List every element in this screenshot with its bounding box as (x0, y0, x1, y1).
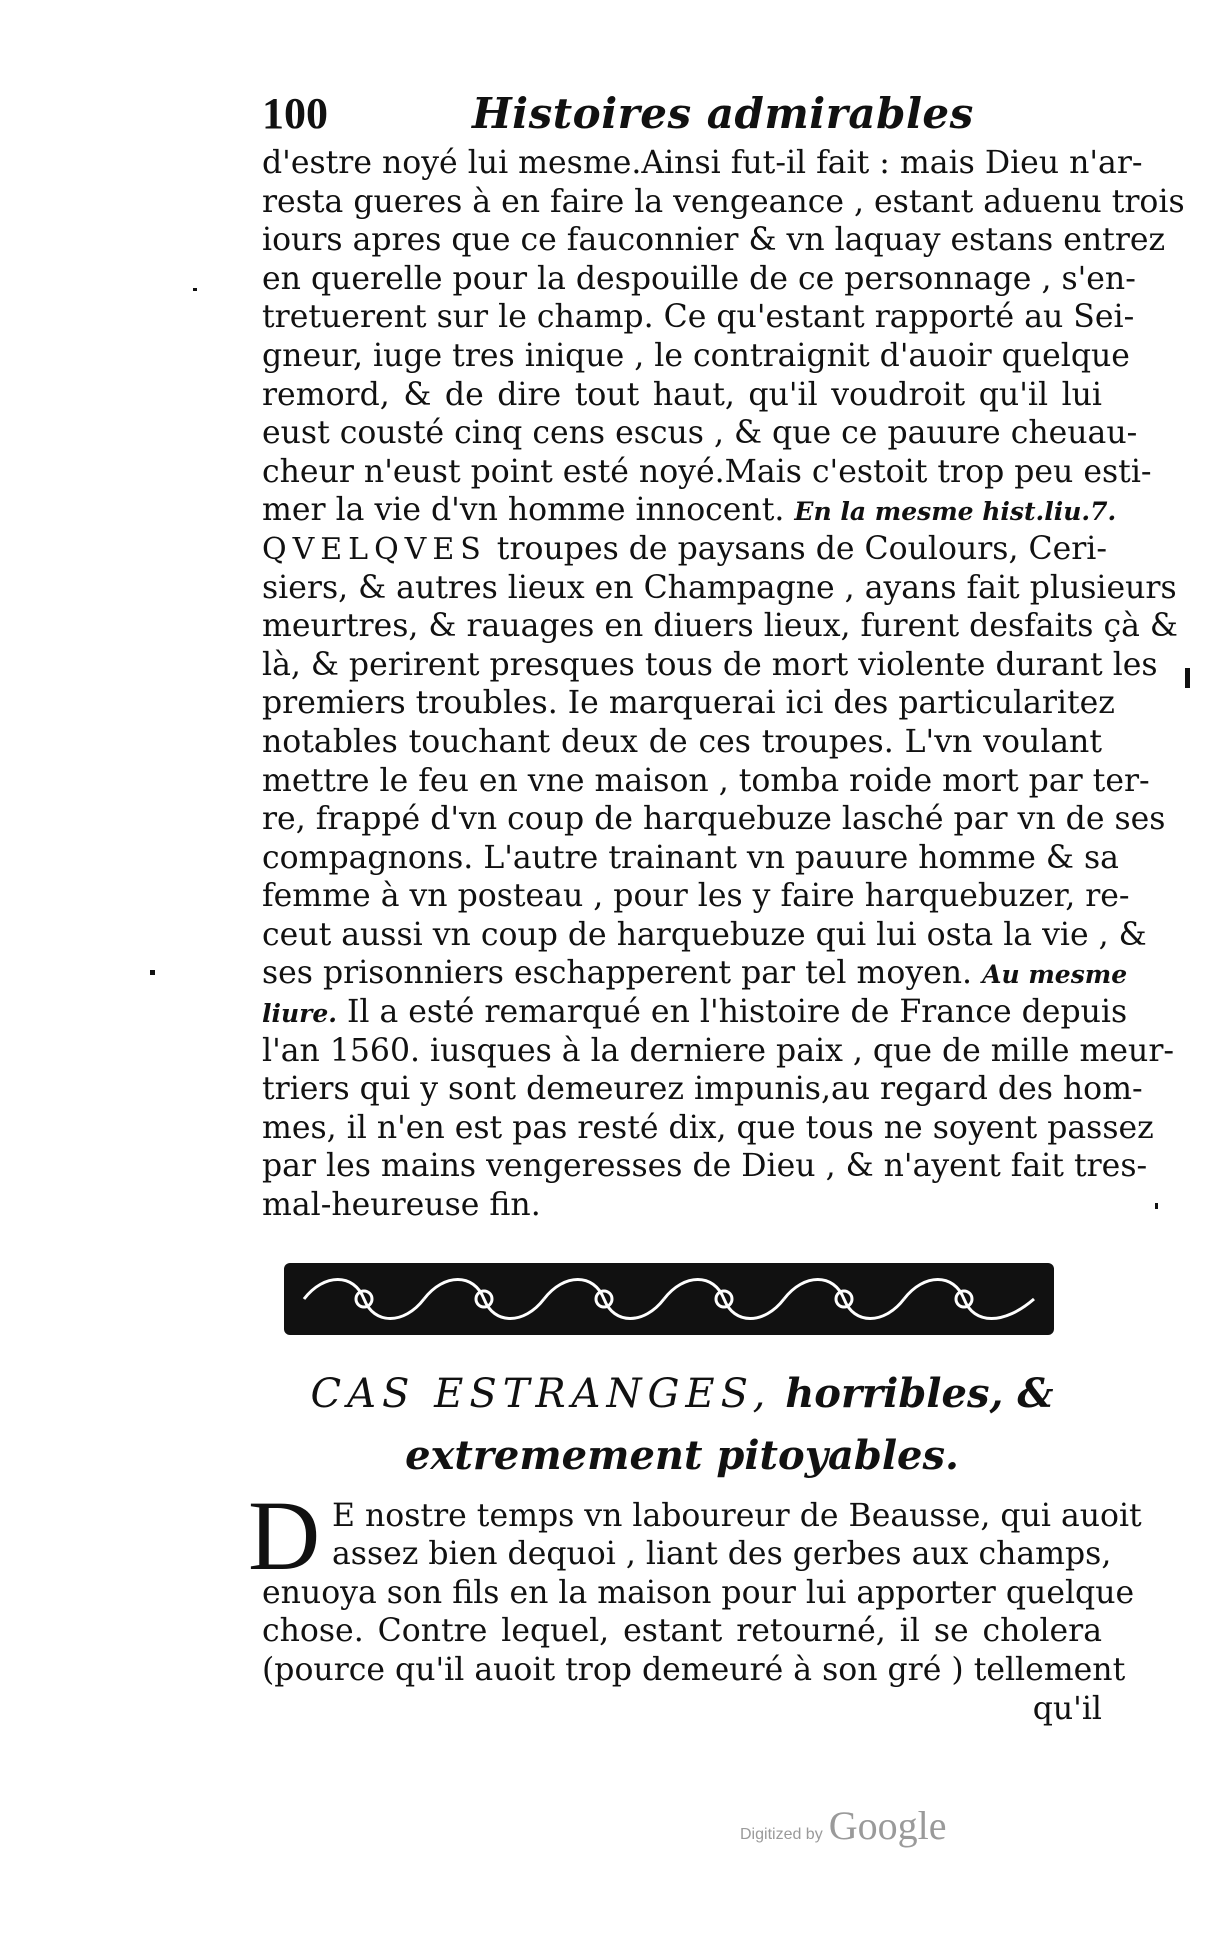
text-span: troupes de paysans de Coulours, Ceri- (486, 530, 1107, 567)
digitized-label: Digitized by (740, 1826, 823, 1843)
text-line: cheur n'eust point esté noyé.Mais c'estoit trop peu esti- (262, 453, 1152, 490)
ornamental-band (284, 1253, 1054, 1345)
drop-cap: D (248, 1479, 321, 1591)
marginal-reference: En la mesme hist.liu.7. (794, 497, 1117, 527)
google-brand: Google (828, 1803, 947, 1848)
text-span: Il a esté remarqué en l'histoire de France depuis (336, 994, 1128, 1031)
text-line: tretuerent sur le champ. Ce qu'estant rapporté au Sei- (262, 299, 1135, 336)
text-line: assez bien dequoi , liant des gerbes aux champs, (332, 1536, 1112, 1573)
text-line: compagnons. L'autre trainant vn pauure homme & sa (262, 839, 1119, 876)
text-span: ses prisonniers eschapperent par tel moyen. (262, 955, 973, 992)
text-line: meurtres, & rauages en diuers lieux, furent desfaits çà & (262, 608, 1178, 645)
paragraph-2-ref-line-2 (262, 993, 1128, 1032)
text-line: là, & perirent presques tous de mort violente durant les (262, 646, 1158, 683)
text-line: (pource qu'il auoit trop demeuré à son gré ) tellement (262, 1652, 1126, 1688)
paragraph-1 (262, 144, 1185, 491)
text-line: premiers troubles. Ie marquerai ici des particularitez (262, 685, 1115, 722)
text-line: chose. Contre lequel, estant retourné, il se cholera (262, 1613, 1102, 1650)
margin-speck (150, 970, 155, 975)
section-title-caps: CAS ESTRANGES, (310, 1370, 772, 1417)
text-line: ceut aussi vn coup de harquebuze qui lui osta la vie , & (262, 916, 1147, 953)
text-line: gneur, iuge tres inique , le contraignit d'auoir quelque (262, 337, 1130, 374)
text-line: par les mains vengeresses de Dieu , & n'ayent fait tres- (262, 1148, 1148, 1185)
paragraph-2-ref-line (262, 954, 1128, 993)
text-line: iours apres que ce fauconnier & vn laquay estans entrez (262, 222, 1166, 259)
digitized-by-google-watermark (740, 1802, 946, 1849)
text-line: remord, & de dire tout haut, qu'il voudroit qu'il lui (262, 376, 1102, 413)
marginal-reference: Au mesme (982, 960, 1128, 990)
text-line: femme à vn posteau , pour les y faire harquebuzer, re- (262, 878, 1130, 915)
section-title-rest: horribles, & (771, 1369, 1054, 1417)
section-title-line-2: extremement pitoyables. (405, 1431, 959, 1479)
text-line: notables touchant deux de ces troupes. L'vn voulant (262, 723, 1102, 760)
text-line: en querelle pour la despouille de ce personnage , s'en- (262, 260, 1136, 297)
book-page (248, 88, 1185, 1728)
margin-speck (193, 288, 197, 291)
section-title (262, 1367, 1102, 1483)
text-line: l'an 1560. iusques à la derniere paix , que de mille meur- (262, 1032, 1175, 1069)
paragraph-2-first-line (262, 530, 1107, 569)
catchword: qu'il (1032, 1690, 1102, 1727)
initial-word: QVELQVES (262, 531, 487, 567)
page-number: 100 (262, 89, 328, 138)
paragraph-2 (262, 530, 1178, 1225)
text-span: mer la vie d'vn homme innocent. (262, 492, 785, 529)
paragraph-1-last-line (262, 491, 1117, 530)
text-line: d'estre noyé lui mesme.Ainsi fut-il fait : mais Dieu n'ar- (262, 145, 1143, 181)
text-line: mes, il n'en est pas resté dix, que tous ne soyent passez (262, 1109, 1154, 1146)
text-line: eust cousté cinq cens escus , & que ce pauure cheuau- (262, 415, 1138, 452)
page-header (262, 88, 1102, 142)
running-head: Histoires admirables (472, 89, 974, 138)
text-line: siers, & autres lieux en Champagne , ayans fait plusieurs (262, 569, 1177, 606)
text-line: re, frappé d'vn coup de harquebuze lasché par vn de ses (262, 801, 1166, 838)
paragraph-2-last-line: mal-heureuse fin. (262, 1187, 541, 1224)
margin-speck (1155, 1203, 1158, 1209)
text-line: E nostre temps vn laboureur de Beausse, qui auoit (332, 1497, 1142, 1534)
margin-mark (1185, 668, 1190, 688)
text-line: resta gueres à en faire la vengeance , estant aduenu trois (262, 183, 1185, 220)
paragraph-3 (248, 1479, 1142, 1729)
marginal-reference-cont: liure. (262, 999, 337, 1029)
text-line: triers qui y sont demeurez impunis,au regard des hom- (262, 1071, 1143, 1108)
text-line: mettre le feu en vne maison , tomba roide mort par ter- (262, 762, 1150, 799)
text-line: enuoya son fils en la maison pour lui apporter quelque (262, 1574, 1135, 1611)
